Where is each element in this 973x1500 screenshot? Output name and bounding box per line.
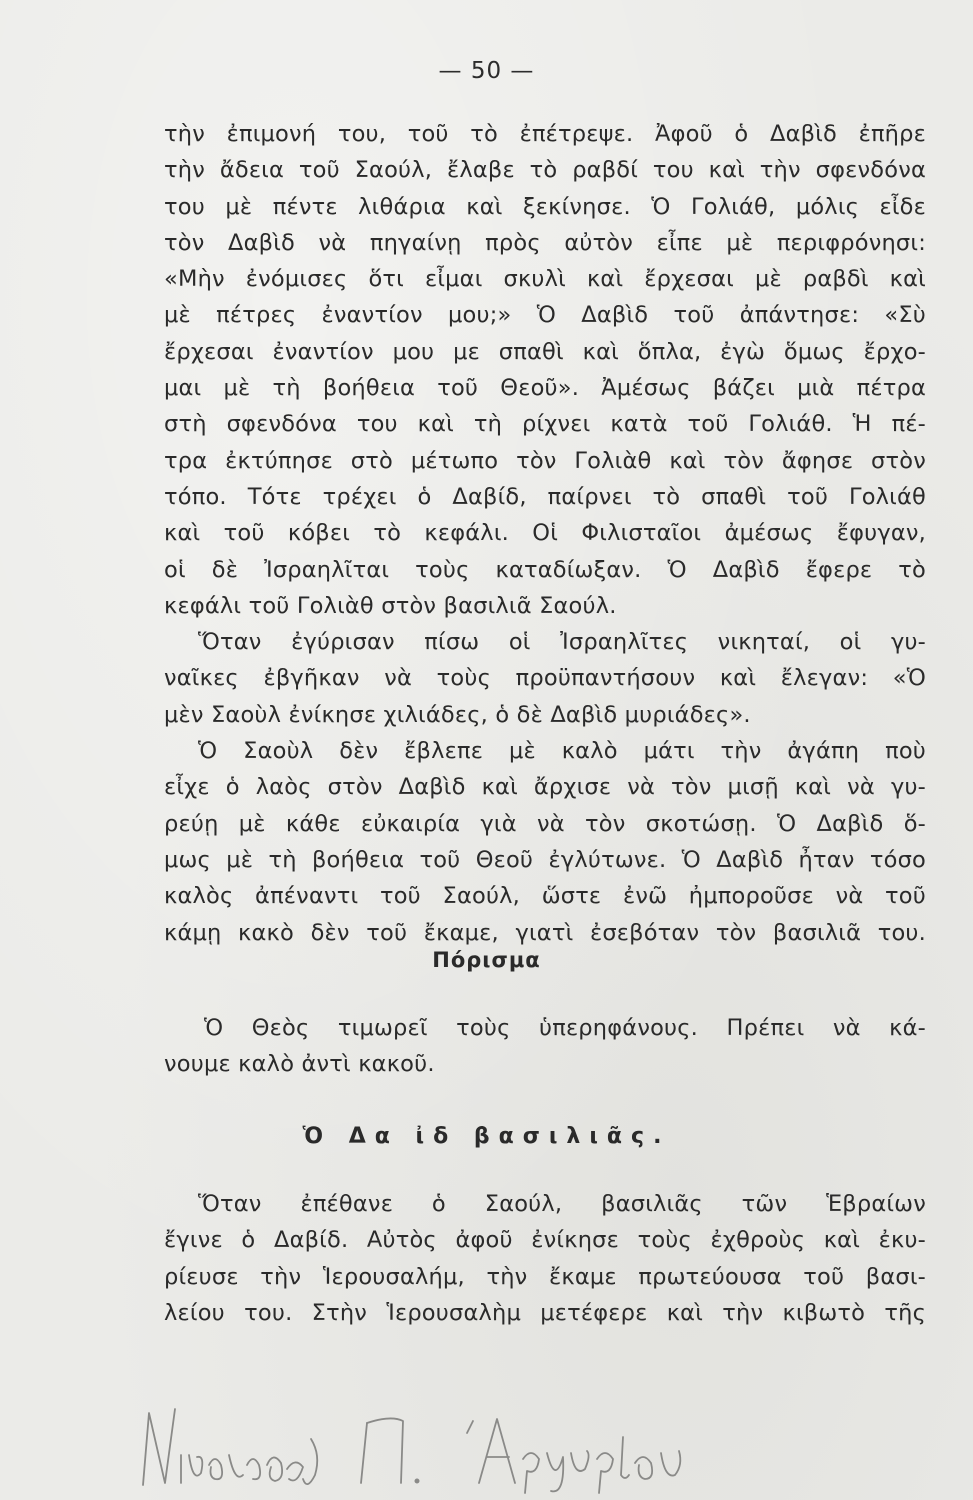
text-line: μὲ πέτρες ἐναντίον μου;» Ὁ Δαβὶδ τοῦ ἀπάντησε: «Σὺ bbox=[164, 302, 926, 329]
text-line: κάμῃ κακὸ δὲν τοῦ ἔκαμε, γιατὶ ἐσεβόταν τὸν βασιλιᾶ του. bbox=[164, 919, 926, 946]
text-line: καλὸς ἀπέναντι τοῦ Σαούλ, ὥστε ἐνῶ ἠμποροῦσε νὰ τοῦ bbox=[164, 883, 926, 910]
text-line: ρεύῃ μὲ κάθε εὐκαιρία γιὰ νὰ τὸν σκοτώσῃ. Ὁ Δαβὶδ ὅ- bbox=[164, 810, 926, 837]
text-line: «Μὴν ἐνόμισες ὅτι εἶμαι σκυλὶ καὶ ἔρχεσαι μὲ ραβδὶ καὶ bbox=[164, 266, 926, 293]
text-line: ρίευσε τὴν Ἱερουσαλήμ, τὴν ἔκαμε πρωτεύουσα τοῦ βασι- bbox=[164, 1263, 926, 1290]
text-line: τρα ἐκτύπησε στὸ μέτωπο τὸν Γολιὰθ καὶ τὸν ἄφησε στὸν bbox=[164, 447, 926, 474]
text-line: τὴν ἐπιμονή του, τοῦ τὸ ἐπέτρεψε. Ἀφοῦ ὁ Δαβὶδ ἐπῆρε bbox=[164, 121, 926, 147]
page-number: — 50 — bbox=[438, 58, 535, 84]
section-heading-porisma: Πόρισμα bbox=[432, 948, 541, 972]
text-line: τὸν Δαβὶδ νὰ πηγαίνῃ πρὸς αὐτὸν εἶπε μὲ περιφρόνησι: bbox=[164, 229, 926, 256]
text-line: τὴν ἄδεια τοῦ Σαούλ, ἔλαβε τὸ ραβδί του καὶ τὴν σφενδόνα bbox=[164, 157, 926, 184]
porisma-text-block bbox=[164, 1010, 926, 1083]
text-line: ἔγινε ὁ Δαβίδ. Αὐτὸς ἀφοῦ ἐνίκησε τοὺς ἐχθροὺς καὶ ἐκυ- bbox=[164, 1227, 926, 1254]
text-line: του μὲ πέντε λιθάρια καὶ ξεκίνησε. Ὁ Γολιάθ, μόλις εἶδε bbox=[164, 193, 926, 220]
text-line: οἱ δὲ Ἰσραηλῖται τοὺς καταδίωξαν. Ὁ Δαβὶδ ἔφερε τὸ bbox=[164, 556, 926, 583]
handwritten-signature bbox=[135, 1395, 835, 1495]
text-line: ἔρχεσαι ἐναντίον μου με σπαθὶ καὶ ὅπλα, ἐγὼ ὅμως ἔρχο- bbox=[164, 338, 926, 365]
section-heading-david-king: Ὁ Δα ἰδ βασιλιᾶς. bbox=[302, 1124, 671, 1149]
text-line: λείου του. Στὴν Ἱερουσαλὴμ μετέφερε καὶ τὴν κιβωτὸ τῆς bbox=[164, 1299, 926, 1326]
text-line: τόπο. Τότε τρέχει ὁ Δαβίδ, παίρνει τὸ σπαθὶ τοῦ Γολιάθ bbox=[164, 483, 926, 510]
text-line: μὲν Σαοὺλ ἐνίκησε χιλιάδες, ὁ δὲ Δαβὶδ μυριάδες». bbox=[164, 701, 751, 728]
text-line: νουμε καλὸ ἀντὶ κακοῦ. bbox=[164, 1051, 435, 1078]
text-line: Ὅταν ἐγύρισαν πίσω οἱ Ἰσραηλῖτες νικηταί, οἱ γυ- bbox=[198, 629, 926, 656]
text-line: εἶχε ὁ λαὸς στὸν Δαβὶδ καὶ ἄρχισε νὰ τὸν μισῇ καὶ νὰ γυ- bbox=[164, 774, 926, 801]
text-line: ναῖκες ἐβγῆκαν νὰ τοὺς προϋπαντήσουν καὶ ἔλεγαν: «Ὁ bbox=[164, 665, 926, 692]
main-text-block bbox=[164, 116, 926, 951]
text-line: μως μὲ τὴ βοήθεια τοῦ Θεοῦ ἐγλύτωνε. Ὁ Δαβὶδ ἦταν τόσο bbox=[164, 846, 926, 873]
text-line: στὴ σφενδόνα του καὶ τὴ ρίχνει κατὰ τοῦ Γολιάθ. Ἡ πέ- bbox=[164, 411, 926, 438]
text-line: Ὁ Θεὸς τιμωρεῖ τοὺς ὑπερηφάνους. Πρέπει νὰ κά- bbox=[204, 1015, 926, 1041]
section-2-text-block bbox=[164, 1186, 926, 1331]
text-line: Ὁ Σαοὺλ δὲν ἔβλεπε μὲ καλὸ μάτι τὴν ἀγάπη ποὺ bbox=[198, 738, 926, 765]
text-line: καὶ τοῦ κόβει τὸ κεφάλι. Οἱ Φιλισταῖοι ἀμέσως ἔφυγαν, bbox=[164, 520, 926, 547]
text-line: κεφάλι τοῦ Γολιὰθ στὸν βασιλιᾶ Σαούλ. bbox=[164, 592, 617, 619]
signature-drawing bbox=[135, 1395, 835, 1495]
text-line: Ὅταν ἐπέθανε ὁ Σαούλ, βασιλιᾶς τῶν Ἑβραίων bbox=[198, 1191, 926, 1217]
text-line: μαι μὲ τὴ βοήθεια τοῦ Θεοῦ». Ἀμέσως βάζει μιὰ πέτρα bbox=[164, 375, 926, 402]
